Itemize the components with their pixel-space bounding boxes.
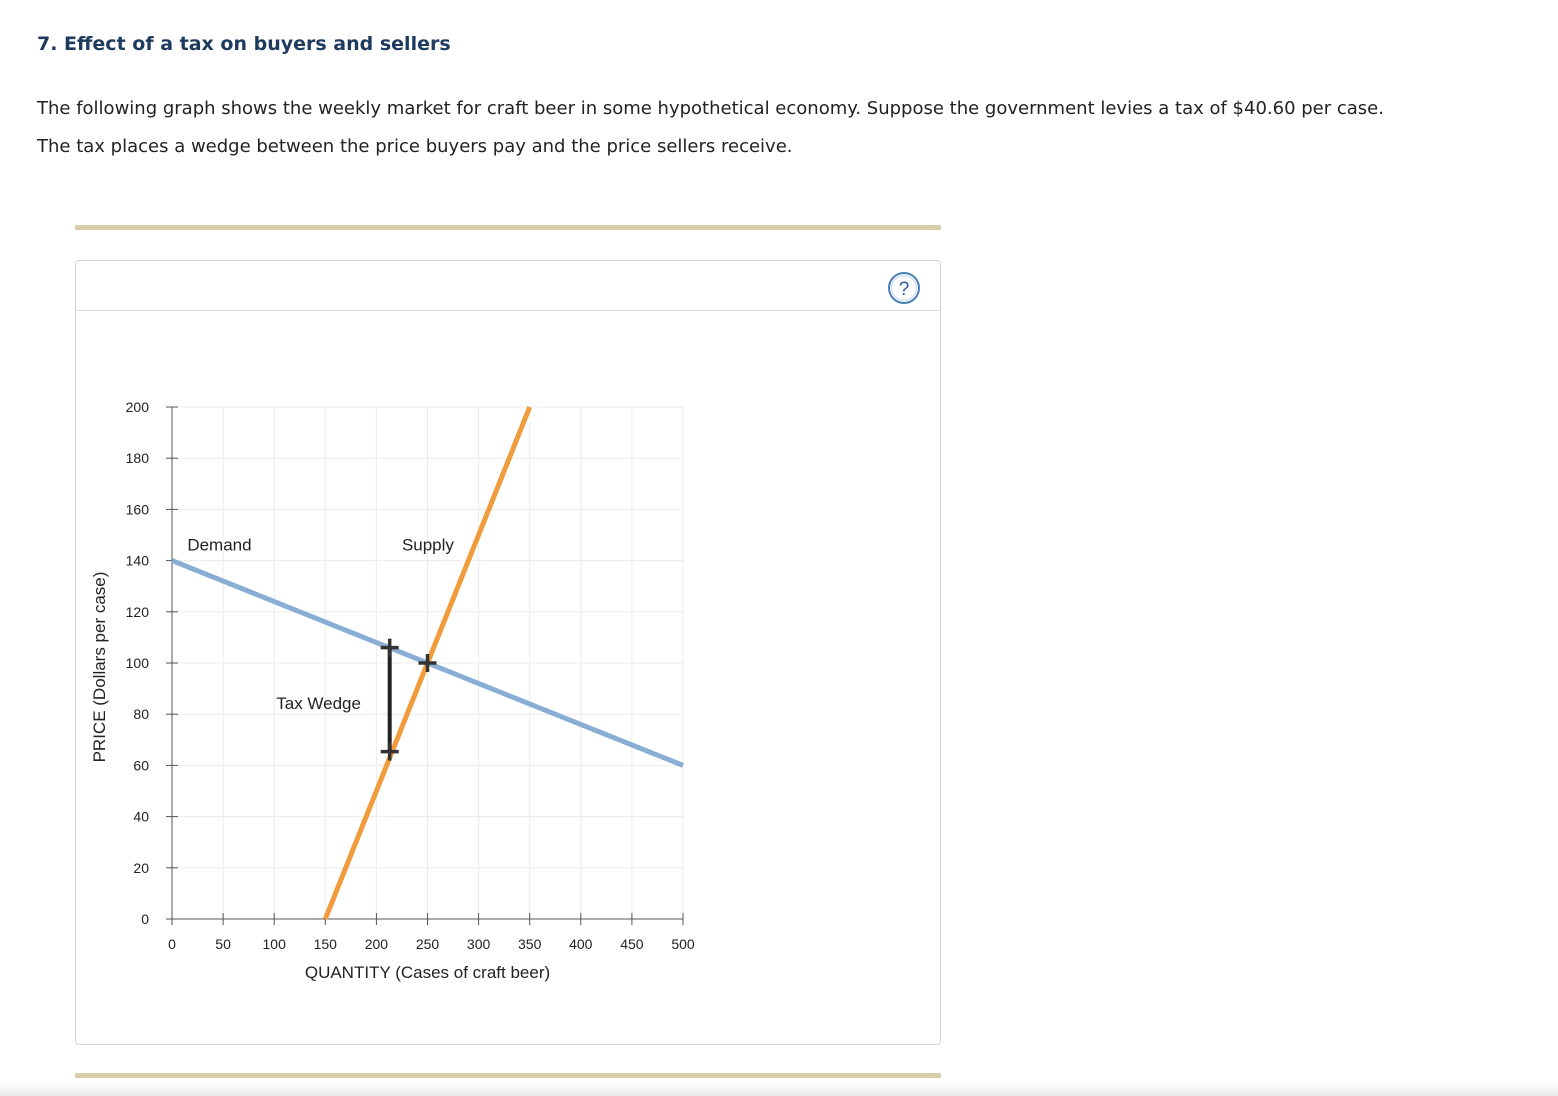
y-tick-label-140: 140	[125, 552, 149, 569]
y-axis-title: PRICE (Dollars per case)	[90, 571, 109, 763]
demand-curve-label: Demand	[187, 535, 252, 555]
supply-curve-label: Supply	[401, 535, 454, 555]
question-text-line1: The following graph shows the weekly market for craft beer in some hypothetical economy. Suppose the government levies a tax of $40.60 per case.	[37, 98, 1384, 119]
y-tick-label-160: 160	[125, 501, 149, 518]
question-text-line2: The tax places a wedge between the price buyers pay and the price sellers receive.	[37, 136, 793, 157]
y-tick-label-80: 80	[133, 706, 149, 723]
labels	[187, 535, 454, 713]
bottom-fade	[0, 1080, 1558, 1096]
graph-panel	[75, 260, 941, 1045]
y-tick-label-20: 20	[133, 859, 149, 876]
tax-wedge-label: Tax Wedge	[276, 694, 361, 714]
x-tick-label-450: 450	[620, 936, 644, 952]
x-tick-label-200: 200	[364, 936, 389, 952]
x-tick-label-150: 150	[313, 936, 337, 952]
tax-wedge-chart	[76, 261, 940, 1044]
x-tick-label-350: 350	[518, 936, 542, 952]
tax-wedge-top-handle[interactable]	[379, 637, 401, 659]
tax-wedge-bottom-handle[interactable]	[379, 741, 401, 763]
x-tick-label-0: 0	[168, 936, 176, 952]
x-tick-label-100: 100	[262, 936, 286, 952]
bottom-divider	[75, 1073, 941, 1078]
x-tick-label-250: 250	[415, 936, 440, 952]
y-tick-label-120: 120	[125, 603, 149, 620]
axes	[90, 399, 695, 982]
x-tick-label-50: 50	[215, 936, 231, 952]
question-title: 7. Effect of a tax on buyers and sellers	[37, 33, 451, 55]
help-icon-symbol: ?	[898, 279, 910, 300]
x-tick-label-500: 500	[671, 936, 695, 952]
x-tick-label-400: 400	[569, 936, 593, 952]
x-tick-label-300: 300	[466, 936, 491, 952]
y-tick-label-200: 200	[125, 399, 149, 415]
equilibrium-point-handle[interactable]	[417, 652, 439, 674]
y-tick-label-180: 180	[125, 450, 149, 467]
y-tick-label-100: 100	[125, 655, 149, 671]
y-tick-label-0: 0	[141, 911, 149, 927]
x-axis-title: QUANTITY (Cases of craft beer)	[304, 963, 551, 982]
y-tick-label-40: 40	[133, 808, 149, 825]
y-tick-label-60: 60	[133, 757, 149, 774]
top-divider	[75, 225, 941, 230]
